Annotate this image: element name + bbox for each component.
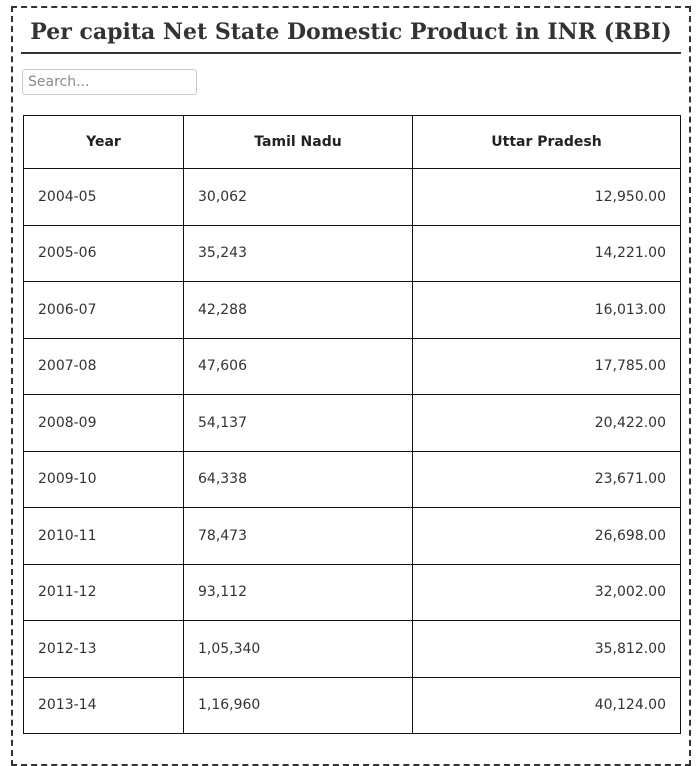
cell-year: 2012-13 [24, 621, 184, 678]
cell-tamil-nadu: 78,473 [184, 508, 413, 565]
cell-uttar-pradesh: 17,785.00 [413, 338, 681, 395]
search-input[interactable] [22, 69, 197, 95]
data-table [23, 115, 681, 734]
column-header-tamil-nadu[interactable]: Tamil Nadu [184, 116, 413, 169]
cell-tamil-nadu: 1,05,340 [184, 621, 413, 678]
table-row [24, 225, 681, 282]
cell-year: 2013-14 [24, 677, 184, 734]
cell-tamil-nadu: 35,243 [184, 225, 413, 282]
table-header-row [24, 116, 681, 169]
cell-year: 2006-07 [24, 282, 184, 339]
cell-uttar-pradesh: 32,002.00 [413, 564, 681, 621]
cell-tamil-nadu: 47,606 [184, 338, 413, 395]
table-body [24, 169, 681, 734]
cell-year: 2011-12 [24, 564, 184, 621]
cell-uttar-pradesh: 23,671.00 [413, 451, 681, 508]
cell-tamil-nadu: 42,288 [184, 282, 413, 339]
page-title: Per capita Net State Domestic Product in INR (RBI) [21, 12, 681, 54]
cell-tamil-nadu: 30,062 [184, 169, 413, 226]
cell-tamil-nadu: 54,137 [184, 395, 413, 452]
cell-year: 2008-09 [24, 395, 184, 452]
cell-tamil-nadu: 1,16,960 [184, 677, 413, 734]
cell-uttar-pradesh: 14,221.00 [413, 225, 681, 282]
cell-year: 2007-08 [24, 338, 184, 395]
table-row [24, 677, 681, 734]
column-header-year[interactable]: Year [24, 116, 184, 169]
cell-year: 2010-11 [24, 508, 184, 565]
cell-year: 2009-10 [24, 451, 184, 508]
column-header-uttar-pradesh[interactable]: Uttar Pradesh [413, 116, 681, 169]
cell-uttar-pradesh: 26,698.00 [413, 508, 681, 565]
cell-uttar-pradesh: 16,013.00 [413, 282, 681, 339]
cell-tamil-nadu: 64,338 [184, 451, 413, 508]
table-row [24, 395, 681, 452]
cell-uttar-pradesh: 40,124.00 [413, 677, 681, 734]
cell-uttar-pradesh: 20,422.00 [413, 395, 681, 452]
table-row [24, 338, 681, 395]
table-row [24, 508, 681, 565]
cell-tamil-nadu: 93,112 [184, 564, 413, 621]
table-row [24, 564, 681, 621]
table-row [24, 451, 681, 508]
cell-year: 2005-06 [24, 225, 184, 282]
cell-uttar-pradesh: 35,812.00 [413, 621, 681, 678]
table-row [24, 169, 681, 226]
cell-uttar-pradesh: 12,950.00 [413, 169, 681, 226]
cell-year: 2004-05 [24, 169, 184, 226]
table-row [24, 282, 681, 339]
table-row [24, 621, 681, 678]
